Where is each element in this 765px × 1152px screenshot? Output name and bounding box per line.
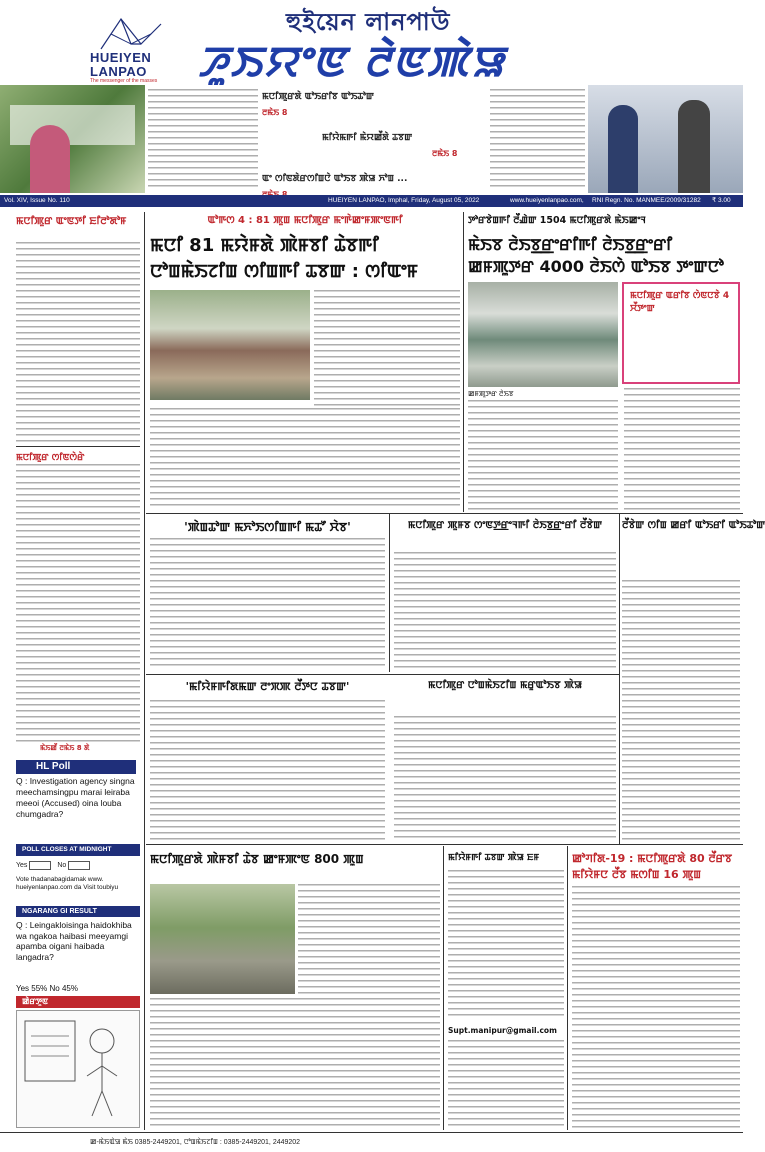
dateline: Imphal, Friday, August 05, 2022 — [388, 197, 480, 204]
left-top-story-text — [16, 242, 140, 444]
bottom-story-text — [150, 998, 440, 1128]
bottom-right-headline[interactable]: ꯀꯣꯚꯤꯗ-19 : ꯃꯅꯤꯄꯨꯔꯗꯥ 80 ꯂꯩꯔꯕ — [572, 852, 733, 865]
column-rule — [443, 846, 444, 1130]
column-rule — [619, 514, 620, 844]
publisher-name: HUEIYEN LANPAO, — [328, 197, 387, 204]
divider — [146, 513, 743, 514]
teaser-row — [0, 85, 743, 193]
vote-instructions: Vote thadanabagidamak www. hueiyenlanpao.com da Visit toubiyu — [16, 876, 119, 891]
bottom-mid-story-text-2 — [448, 1040, 564, 1128]
photo-banner — [10, 105, 135, 145]
lower-center-story-text — [394, 716, 616, 840]
column-rule — [567, 846, 568, 1130]
cartoon-illustration — [16, 1010, 140, 1128]
photo-person-right — [678, 100, 710, 193]
bottom-headline[interactable]: ꯃꯅꯤꯄꯨꯔꯗꯥ ꯄꯥꯝꯕꯤ ꯊꯥꯕ ꯀꯦꯝꯄꯦꯟ 800 ꯄꯨꯡ — [150, 852, 364, 866]
main-kicker: ꯑꯣꯒꯁ 4 : 81 ꯄꯨꯡ ꯃꯅꯤꯄꯨꯔ ꯃꯦꯒꯥꯀꯦꯝꯄꯦꯟꯒꯤ — [207, 215, 403, 226]
column-rule — [144, 212, 145, 1130]
main-story-photo — [150, 290, 310, 400]
teaser-middle — [262, 89, 487, 212]
right-story-text-2 — [624, 388, 740, 510]
poll-no-label: No — [57, 862, 67, 869]
teaser-headline-2[interactable]: ꯃꯤꯌꯥꯃꯒꯤ ꯃꯥꯌꯀꯩꯗꯥ ꯊꯕꯛ — [322, 133, 413, 143]
bottom-story-text-right — [298, 884, 440, 994]
footer-contact: ꯀ-ꯃꯥꯏꯑꯥꯎ ꯃꯥꯏ 0385-2449201, ꯅꯣꯡꯃꯥꯏꯖꯤꯡ : 0385-2449201, 2449202 — [90, 1139, 301, 1146]
teaser-left-text — [148, 89, 258, 189]
right-headline-line1[interactable]: ꯃꯥꯏꯕ ꯂꯥꯏꯕ꯭ꯔꯦꯔꯤꯒꯤ ꯂꯥꯏꯕ꯭ꯔꯦꯔꯤ — [468, 235, 673, 254]
contact-email[interactable]: Supt.manipur@gmail.com — [448, 1026, 557, 1035]
page-footer — [0, 1132, 743, 1150]
divider — [146, 674, 619, 675]
machine-photo-caption: ꯀꯝꯄꯨꯇꯔ ꯂꯥꯏꯕ — [468, 390, 514, 398]
rni-number: RNI Regn. No. MANMEE/2009/31282 — [592, 197, 701, 204]
bottom-mid-story-text — [448, 870, 564, 1020]
masthead — [0, 0, 743, 85]
photo-person — [30, 125, 70, 193]
cartoon-drawing-icon — [17, 1011, 139, 1127]
main-story-text-right — [314, 290, 460, 410]
main-headline-line2[interactable]: ꯅꯣꯡꯃꯥꯏꯖꯤꯡ ꯁꯤꯡꯒꯤ ꯊꯕꯛ : ꯁꯤꯑꯦꯝ — [150, 261, 419, 282]
pink-box-text[interactable]: ꯃꯅꯤꯄꯨꯔ ꯑꯔꯤꯕ ꯁꯥꯟꯅꯕꯥ 4 ꯆꯩꯇꯦꯛ — [630, 291, 730, 314]
right-headline-line2[interactable]: ꯀꯝꯄꯨꯇꯔ 4000 ꯂꯥꯏꯁꯥ ꯑꯣꯏꯕ ꯇꯦꯛꯅꯣ — [468, 257, 724, 276]
left-jump-ref: ꯃꯥꯏꯀꯩ ꯂꯃꯥꯏ 8 ꯗꯥ — [40, 744, 90, 752]
website-link[interactable]: www.hueiyenlanpao.com, — [510, 197, 584, 204]
poll-no-box[interactable] — [68, 861, 90, 870]
award-photo — [588, 85, 743, 193]
right-mid-headline[interactable]: ꯂꯩꯕꯥꯛ ꯁꯤꯡ ꯀꯔꯤ ꯑꯣꯏꯔꯤ ꯑꯣꯏꯊꯣꯛ — [622, 520, 765, 531]
title-meetei-script: ꯍꯨꯏꯌꯦꯟ ꯂꯥꯟꯄꯥꯎ — [198, 37, 506, 86]
poll-options — [16, 860, 140, 872]
bottom-right-subhead[interactable]: ꯃꯤꯌꯥꯝꯅ ꯂꯩꯕ ꯃꯁꯤꯡ 16 ꯄꯨꯡ — [572, 868, 702, 881]
machine-photo — [468, 282, 618, 387]
price: ₹ 3.00 — [712, 197, 731, 204]
teaser-right-text — [490, 89, 585, 189]
main-headline-line1[interactable]: ꯃꯅꯤ 81 ꯃꯌꯥꯝꯗꯥ ꯄꯥꯝꯕꯤ ꯊꯥꯕꯒꯤ — [150, 235, 379, 256]
left-mid-story-text — [16, 464, 140, 744]
logo-text-line2: LANPAO — [90, 64, 147, 79]
teaser-headline-3[interactable]: ꯑꯦ ꯁꯤꯟꯗꯥꯔꯁꯤꯡꯅꯥ ꯑꯣꯏꯕ ꯄꯥꯎ ꯈꯣꯡ ... — [262, 174, 408, 184]
right-story-text — [468, 400, 618, 510]
hl-poll-label: HL Poll — [16, 760, 136, 774]
right-kicker: ꯇꯣꯔꯕꯥꯡꯒꯤ ꯂꯩꯉꯥꯛ 1504 ꯃꯅꯤꯄꯨꯔꯗꯥ ꯃꯥꯏꯀꯦꯜ — [468, 215, 646, 226]
lower-left-headline[interactable]: 'ꯃꯤꯌꯥꯝꯒꯤꯗꯃꯛ ꯂꯦꯞꯄ ꯂꯩꯇꯅ ꯊꯕꯛ' — [185, 680, 350, 693]
bottom-right-story-text — [572, 886, 740, 1128]
bottom-mid-headline[interactable]: ꯃꯤꯌꯥꯝꯒꯤ ꯊꯕꯛ ꯄꯥꯎ ꯐꯝ — [448, 853, 540, 863]
center-right-story-text — [394, 552, 616, 670]
title-bengali-script: হুইয়েন লানপাউ — [286, 8, 451, 36]
photo-person-left — [608, 105, 638, 193]
left-mid-headline[interactable]: ꯃꯅꯤꯄꯨꯔ ꯁꯤꯟꯁꯥꯔꯥ — [16, 453, 85, 463]
center-story-text — [150, 538, 385, 670]
left-top-headline[interactable]: ꯃꯅꯤꯄꯨꯔ ꯑꯦꯟꯇꯤ ꯐꯤꯂꯣꯗꯣꯝ — [16, 216, 127, 227]
ngarang-question: Q : Leingakloisinga haidokhiba wa ngakoa haibasi meeyamgi apamba oigani haibada langadra? — [16, 920, 132, 962]
right-mid-story-text — [622, 580, 740, 842]
logo-tagline: The messenger of the masses — [90, 78, 158, 84]
cartoon-label: ꯀꯥꯔꯇꯨꯟ — [16, 996, 140, 1008]
divider — [16, 446, 140, 447]
poll-question: Q : Investigation agency singna meechamsingpu marai leiraba meeoi (Accused) oina louba chumgadra? — [16, 776, 135, 819]
center-right-headline[interactable]: ꯃꯅꯤꯄꯨꯔ ꯄꯨꯝꯕ ꯁꯦꯟꯇ꯭ꯔꯦꯜꯒꯤ ꯂꯥꯏꯕ꯭ꯔꯦꯔꯤ ꯂꯩꯕꯥꯛ — [407, 520, 603, 531]
origami-bird-icon — [96, 14, 166, 54]
poll-yes-box[interactable] — [29, 861, 51, 870]
column-rule — [463, 212, 464, 512]
lower-center-headline[interactable]: ꯃꯅꯤꯄꯨꯔ ꯅꯣꯡꯃꯥꯏꯖꯤꯡ ꯃꯔꯨꯑꯣꯏꯕ ꯄꯥꯎ — [427, 680, 583, 691]
poll-closes-banner: POLL CLOSES AT MIDNIGHT — [16, 844, 140, 856]
ngarang-result-label: NGARANG GI RESULT — [16, 906, 140, 917]
lower-left-story-text — [150, 700, 385, 840]
divider — [146, 844, 743, 845]
teaser-page-ref-1: ꯂꯃꯥꯏ 8 — [262, 108, 288, 117]
logo-text-line1: HUEIYEN — [90, 50, 152, 65]
issue-info-bar — [0, 195, 743, 207]
teaser-headline-1[interactable]: ꯃꯅꯤꯄꯨꯔꯗꯥ ꯑꯣꯏꯔꯤꯕ ꯑꯣꯏꯊꯣꯛ — [262, 92, 374, 102]
pink-highlight-box — [622, 282, 740, 384]
ngarang-result: Yes 55% No 45% — [16, 984, 78, 993]
plantation-photo — [0, 85, 145, 193]
volume-issue: Vol. XIV, Issue No. 110 — [4, 197, 70, 204]
road-cleanup-photo — [150, 884, 295, 994]
column-rule — [389, 514, 390, 672]
main-story-text — [150, 408, 460, 508]
teaser-page-ref-2: ꯂꯃꯥꯏ 8 — [432, 149, 458, 158]
poll-yes-label: Yes — [16, 862, 28, 869]
center-headline[interactable]: 'ꯄꯥꯡꯊꯣꯛ ꯃꯈꯣꯏꯁꯤꯡꯒꯤ ꯃꯊꯧ ꯆꯥꯕ' — [184, 520, 351, 534]
newspaper-logo — [86, 14, 196, 84]
